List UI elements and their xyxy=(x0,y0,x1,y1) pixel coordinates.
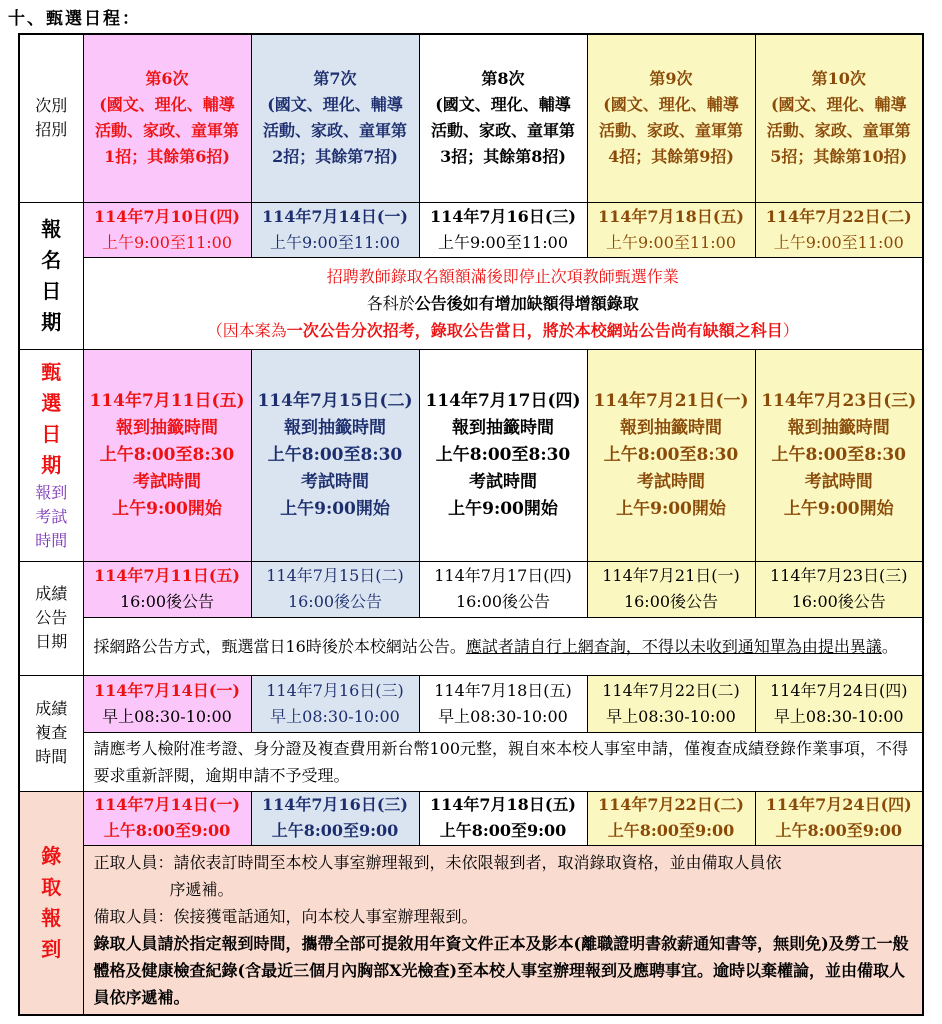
note-line: 招聘教師錄取名額額滿後即停止次項教師甄選作業 xyxy=(326,266,679,286)
round-9-header xyxy=(587,34,755,202)
time-text: 16:00後公告 xyxy=(455,592,551,611)
exam-time-label: 考試時間 xyxy=(804,471,873,492)
round-10-header xyxy=(755,34,923,202)
registration-cell xyxy=(83,202,251,257)
time-text: 早上08:30-10:00 xyxy=(102,706,232,726)
label-char: 甄 xyxy=(41,360,62,384)
note-text-bold: 一次公告分次招考，錄取公告當日，將於本校網站公告尚有缺額之科目 xyxy=(286,320,783,340)
exam-time: 上午9:00開始 xyxy=(280,498,390,519)
checkin-label: 報到抽籤時間 xyxy=(452,417,554,438)
label-char: 報 xyxy=(41,905,62,930)
note-text-bold: 錄取人員請於指定報到時間，攜帶全部可提敘用年資文件正本及影本(離職證明書敘薪通知書等，無則免)及勞工一般體格及健康檢查紀錄(含最近三個月內胸部X光檢查)至本校人事室辦理報到及應聘事宜。逾時以棄權論，並由備取人員依序遞補。 xyxy=(93,933,909,1007)
results-cell xyxy=(755,561,923,617)
round-desc: (國文、理化、輔導活動、家政、童軍第5招；其餘第10招) xyxy=(766,95,911,167)
exam-time: 上午9:00開始 xyxy=(783,498,894,519)
note-line xyxy=(90,290,917,317)
round-8-header xyxy=(419,34,587,202)
round-6-header xyxy=(83,34,251,202)
label-line: 時間 xyxy=(35,747,68,766)
results-note-row xyxy=(19,617,923,675)
reporting-cell xyxy=(419,791,587,845)
label-line: 時間 xyxy=(35,531,68,550)
date-text: 114年7月18日(五) xyxy=(598,206,744,226)
date-text: 114年7月14日(一) xyxy=(94,680,240,700)
time-text: 上午9:00至11:00 xyxy=(269,232,401,252)
round-title: 第10次 xyxy=(811,69,866,89)
label-line: 成績 xyxy=(35,584,68,603)
time-text: 上午8:00至9:00 xyxy=(271,821,399,840)
label-char: 取 xyxy=(41,874,62,899)
note-text: 序遞補。 xyxy=(169,879,234,899)
date-text: 114年7月14日(一) xyxy=(94,795,240,814)
date-text: 114年7月16日(三) xyxy=(262,795,408,814)
label-char: 期 xyxy=(41,453,62,477)
exam-time: 上午9:00開始 xyxy=(616,498,726,519)
registration-cell xyxy=(419,202,587,257)
results-cell xyxy=(251,561,419,617)
label-line: 公告 xyxy=(35,608,68,627)
note-text: （因本案為 xyxy=(206,320,287,340)
reporting-note-row xyxy=(19,845,923,1015)
time-text: 早上08:30-10:00 xyxy=(438,706,568,726)
note-text-underlined: 應試者請自行上網查詢，不得以未收到通知單為由提出異議 xyxy=(465,636,882,656)
exam-time-label: 考試時間 xyxy=(637,471,705,492)
round-7-header xyxy=(251,34,419,202)
reporting-cell xyxy=(83,791,251,845)
date-text: 114年7月11日(五) xyxy=(94,566,240,585)
registration-row xyxy=(19,202,923,257)
review-note: 請應考人檢附准考證、身分證及複查費用新台幣100元整，親自來本校人事室申請，僅複查成績登錄作業事項，不得要求重新評閱，逾期申請不予受理。 xyxy=(83,732,923,791)
date-text: 114年7月17日(四) xyxy=(425,390,581,411)
exam-time: 上午9:00開始 xyxy=(112,498,222,519)
time-text: 早上08:30-10:00 xyxy=(773,706,904,726)
date-text: 114年7月18日(五) xyxy=(430,795,576,814)
registration-label xyxy=(19,202,83,349)
review-cell xyxy=(83,675,251,732)
note-text: ） xyxy=(782,320,799,340)
exam-label-sub xyxy=(20,481,83,553)
date-text: 114年7月22日(二) xyxy=(602,680,740,700)
label-line: 複查 xyxy=(35,723,68,742)
note-text: 備取人員：俟接獲電話通知，向本校人事室辦理報到。 xyxy=(93,906,478,926)
exam-row xyxy=(19,349,923,561)
exam-cell xyxy=(419,349,587,561)
registration-note xyxy=(83,257,923,349)
checkin-time: 上午8:00至8:30 xyxy=(771,444,907,465)
time-text: 上午8:00至9:00 xyxy=(439,821,567,840)
checkin-label: 報到抽籤時間 xyxy=(787,417,890,438)
reporting-label xyxy=(19,791,83,1015)
exam-cell xyxy=(251,349,419,561)
results-cell xyxy=(83,561,251,617)
review-note-row xyxy=(19,732,923,791)
section-heading: 十、甄選日程： xyxy=(8,9,141,29)
review-row xyxy=(19,675,923,732)
label-line: 報到 xyxy=(35,483,68,502)
time-text: 上午9:00至11:00 xyxy=(101,232,233,252)
label-line: 考試 xyxy=(35,507,68,526)
checkin-time: 上午8:00至8:30 xyxy=(603,444,739,465)
time-text: 上午9:00至11:00 xyxy=(605,232,737,252)
note-text-bold: 公告後如有增加缺額得增額錄取 xyxy=(414,293,639,313)
checkin-time: 上午8:00至8:30 xyxy=(267,444,403,465)
date-text: 114年7月11日(五) xyxy=(89,390,245,411)
results-note: 採網路公告方式，甄選當日16時後於本校網站公告。應試者請自行上網查詢，不得以未收到通知單為由提出異議。 xyxy=(83,617,923,675)
date-text: 114年7月24日(四) xyxy=(769,680,908,700)
registration-cell xyxy=(251,202,419,257)
time-text: 上午8:00至9:00 xyxy=(607,821,735,840)
exam-label xyxy=(19,349,83,561)
date-text: 114年7月24日(四) xyxy=(765,795,912,814)
time-text: 16:00後公告 xyxy=(119,592,215,611)
label-char: 日 xyxy=(41,278,62,303)
date-text: 114年7月23日(三) xyxy=(769,566,908,585)
registration-note-row xyxy=(19,257,923,349)
date-text: 114年7月22日(二) xyxy=(765,206,912,226)
label-char: 選 xyxy=(41,391,62,415)
checkin-time: 上午8:00至8:30 xyxy=(435,444,571,465)
exam-cell xyxy=(83,349,251,561)
label-char: 錄 xyxy=(41,843,62,868)
note-line xyxy=(90,317,917,344)
time-text: 上午8:00至9:00 xyxy=(103,821,231,840)
results-cell xyxy=(419,561,587,617)
review-cell xyxy=(251,675,419,732)
date-text: 114年7月22日(二) xyxy=(598,795,744,814)
time-text: 上午8:00至9:00 xyxy=(775,821,903,840)
corner-cell xyxy=(19,34,83,202)
checkin-time: 上午8:00至8:30 xyxy=(99,444,235,465)
time-text: 早上08:30-10:00 xyxy=(606,706,736,726)
corner-label-line: 次別 xyxy=(35,96,68,116)
round-title: 第9次 xyxy=(649,69,693,89)
checkin-label: 報到抽籤時間 xyxy=(284,417,386,438)
corner-label-line: 招別 xyxy=(35,120,68,140)
exam-cell xyxy=(755,349,923,561)
label-char: 日 xyxy=(41,422,62,446)
results-cell xyxy=(587,561,755,617)
round-desc: (國文、理化、輔導活動、家政、童軍第4招；其餘第9招) xyxy=(598,95,743,167)
time-text: 16:00後公告 xyxy=(287,592,383,611)
reporting-cell xyxy=(251,791,419,845)
date-text: 114年7月14日(一) xyxy=(262,206,408,226)
round-desc: (國文、理化、輔導活動、家政、童軍第3招；其餘第8招) xyxy=(430,95,575,167)
note-text: 正取人員：請依表訂時間至本校人事室辦理報到，未依限報到者，取消錄取資格，並由備取人員依 xyxy=(93,852,782,872)
label-line: 日期 xyxy=(35,632,68,651)
round-desc: (國文、理化、輔導活動、家政、童軍第2招；其餘第7招) xyxy=(262,95,407,167)
note-text: 各科於 xyxy=(366,293,415,313)
exam-time-label: 考試時間 xyxy=(469,471,537,492)
exam-time-label: 考試時間 xyxy=(133,471,201,492)
exam-time-label: 考試時間 xyxy=(301,471,369,492)
schedule-table xyxy=(18,33,924,1016)
date-text: 114年7月10日(四) xyxy=(94,206,240,226)
time-text: 上午9:00至11:00 xyxy=(773,232,904,252)
round-desc: (國文、理化、輔導活動、家政、童軍第1招；其餘第6招) xyxy=(94,95,239,167)
registration-cell xyxy=(587,202,755,257)
date-text: 114年7月15日(二) xyxy=(266,566,404,585)
exam-cell xyxy=(587,349,755,561)
time-text: 16:00後公告 xyxy=(623,592,719,611)
reporting-row xyxy=(19,791,923,845)
reporting-cell xyxy=(587,791,755,845)
exam-time: 上午9:00開始 xyxy=(448,498,558,519)
time-text: 上午9:00至11:00 xyxy=(437,232,569,252)
time-text: 16:00後公告 xyxy=(791,592,886,611)
review-cell xyxy=(587,675,755,732)
date-text: 114年7月18日(五) xyxy=(434,680,572,700)
review-cell xyxy=(419,675,587,732)
time-text: 早上08:30-10:00 xyxy=(270,706,400,726)
review-label xyxy=(19,675,83,791)
registration-cell xyxy=(755,202,923,257)
round-title: 第7次 xyxy=(313,69,357,89)
checkin-label: 報到抽籤時間 xyxy=(116,417,218,438)
date-text: 114年7月16日(三) xyxy=(430,206,576,226)
label-char: 到 xyxy=(41,936,62,961)
date-text: 114年7月17日(四) xyxy=(434,566,572,585)
header-row xyxy=(19,34,923,202)
label-line: 成績 xyxy=(35,699,68,718)
review-cell xyxy=(755,675,923,732)
label-char: 名 xyxy=(41,247,62,272)
date-text: 114年7月21日(一) xyxy=(602,566,740,585)
date-text: 114年7月15日(二) xyxy=(257,390,413,411)
checkin-label: 報到抽籤時間 xyxy=(620,417,722,438)
label-char: 期 xyxy=(41,309,62,334)
date-text: 114年7月21日(一) xyxy=(593,390,749,411)
reporting-cell xyxy=(755,791,923,845)
date-text: 114年7月23日(三) xyxy=(761,390,917,411)
reporting-note xyxy=(83,845,923,1015)
note-text: 採網路公告方式，甄選當日16時後於本校網站公告。 xyxy=(93,636,466,656)
round-title: 第8次 xyxy=(481,69,525,89)
exam-label-main xyxy=(20,357,83,481)
round-title: 第6次 xyxy=(145,69,189,89)
date-text: 114年7月16日(三) xyxy=(266,680,404,700)
results-row xyxy=(19,561,923,617)
results-label xyxy=(19,561,83,675)
label-char: 報 xyxy=(41,216,62,241)
